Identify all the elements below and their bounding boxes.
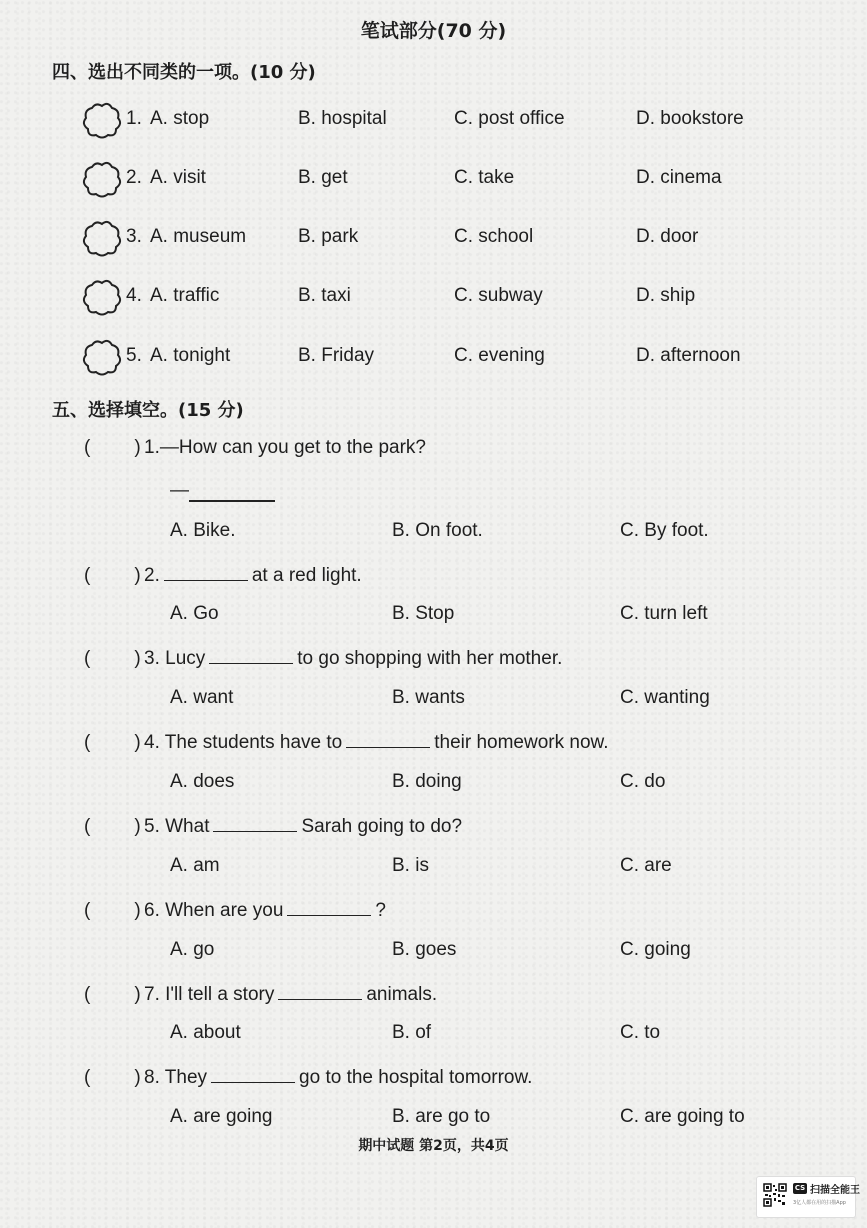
answer-paren-open[interactable]: ( xyxy=(84,732,91,753)
answer-paren-open[interactable]: ( xyxy=(84,437,91,458)
question-1 xyxy=(84,437,426,459)
option-b: B. taxi xyxy=(298,285,351,306)
scanner-brand: 扫描全能王 xyxy=(810,1185,860,1196)
option-d: D. ship xyxy=(636,285,696,306)
question-7 xyxy=(84,981,437,1006)
question-2 xyxy=(84,562,362,587)
option-a: A. visit xyxy=(150,167,206,188)
answer-paren-close: ) xyxy=(134,816,141,837)
answer-paren-open[interactable]: ( xyxy=(84,816,91,837)
flower-icon xyxy=(80,337,124,377)
answer-dash: — xyxy=(170,480,189,501)
question-suffix: to go shopping with her mother. xyxy=(297,648,563,669)
question-3 xyxy=(84,645,562,670)
fill-in-blank[interactable] xyxy=(164,562,248,581)
odd-one-out-row-2 xyxy=(80,159,800,199)
option-a: A. want xyxy=(170,687,234,708)
option-c: C. do xyxy=(620,771,666,792)
question-text: 1.—How can you get to the park? xyxy=(144,437,426,458)
option-b: B. is xyxy=(392,855,429,876)
flower-icon xyxy=(80,159,124,199)
question-suffix: Sarah going to do? xyxy=(301,816,463,837)
camscanner-logo: CS xyxy=(794,1184,806,1192)
option-a: A. Go xyxy=(170,603,219,624)
flower-icon xyxy=(80,277,124,317)
odd-one-out-row-4 xyxy=(80,277,800,317)
option-c: C. subway xyxy=(454,285,543,306)
question-prefix: 7. I'll tell a story xyxy=(144,984,275,1005)
option-a: A. go xyxy=(170,939,215,960)
option-c: C. evening xyxy=(454,345,545,366)
option-b: B. park xyxy=(298,226,359,247)
fill-in-blank[interactable] xyxy=(213,813,297,832)
option-a: A. about xyxy=(170,1022,241,1043)
question-4 xyxy=(84,729,608,754)
option-c: C. By foot. xyxy=(620,520,709,541)
option-c: C. wanting xyxy=(620,687,710,708)
question-suffix: animals. xyxy=(366,984,438,1005)
option-c: C. to xyxy=(620,1022,661,1043)
item-number: 3. xyxy=(126,226,142,247)
option-b: B. Friday xyxy=(298,345,375,366)
question-8 xyxy=(84,1064,532,1089)
option-b: B. doing xyxy=(392,771,462,792)
fill-in-blank[interactable] xyxy=(278,981,362,1000)
qr-code-icon xyxy=(763,1183,787,1207)
item-number: 5. xyxy=(126,345,142,366)
option-b: B. wants xyxy=(392,687,465,708)
question-suffix: ? xyxy=(375,900,386,921)
odd-one-out-row-1 xyxy=(80,100,800,140)
odd-one-out-row-3 xyxy=(80,218,800,258)
fill-in-blank[interactable] xyxy=(287,897,371,916)
scanner-watermark xyxy=(756,1176,860,1218)
section-4-heading: 四、选出不同类的一项。(10 分) xyxy=(52,62,316,83)
answer-paren-close: ) xyxy=(134,1067,141,1088)
option-c: C. are going to xyxy=(620,1106,745,1127)
option-a: A. are going xyxy=(170,1106,273,1127)
answer-paren-close: ) xyxy=(134,732,141,753)
question-prefix: 8. They xyxy=(144,1067,208,1088)
option-d: D. cinema xyxy=(636,167,722,188)
answer-paren-open[interactable]: ( xyxy=(84,984,91,1005)
option-d: D. afternoon xyxy=(636,345,741,366)
question-prefix: 2. xyxy=(144,565,160,586)
question-suffix: their homework now. xyxy=(434,732,609,753)
option-b: B. of xyxy=(392,1022,432,1043)
answer-blank-line xyxy=(170,480,275,502)
option-a: A. am xyxy=(170,855,220,876)
question-suffix: at a red light. xyxy=(251,565,362,586)
option-a: A. stop xyxy=(150,108,210,129)
option-b: B. are go to xyxy=(392,1106,491,1127)
scanner-tagline: 3亿人都在用的扫描App xyxy=(793,1200,846,1206)
option-b: B. Stop xyxy=(392,603,455,624)
answer-paren-close: ) xyxy=(134,900,141,921)
option-c: C. are xyxy=(620,855,672,876)
question-suffix: go to the hospital tomorrow. xyxy=(299,1067,533,1088)
answer-paren-open[interactable]: ( xyxy=(84,565,91,586)
option-a: A. traffic xyxy=(150,285,220,306)
fill-in-blank[interactable] xyxy=(209,645,293,664)
answer-paren-close: ) xyxy=(134,565,141,586)
flower-icon xyxy=(80,100,124,140)
page-title: 笔试部分(70 分) xyxy=(360,20,507,42)
option-b: B. get xyxy=(298,167,348,188)
question-prefix: 6. When are you xyxy=(144,900,284,921)
question-prefix: 4. The students have to xyxy=(144,732,343,753)
question-prefix: 5. What xyxy=(144,816,210,837)
option-c: C. school xyxy=(454,226,534,247)
option-b: B. On foot. xyxy=(392,520,483,541)
option-c: C. take xyxy=(454,167,515,188)
option-a: A. does xyxy=(170,771,235,792)
option-a: A. tonight xyxy=(150,345,231,366)
page-footer: 期中试题 第2页，共4页 xyxy=(358,1138,509,1154)
option-b: B. hospital xyxy=(298,108,387,129)
answer-paren-open[interactable]: ( xyxy=(84,648,91,669)
option-c: C. post office xyxy=(454,108,565,129)
answer-paren-open[interactable]: ( xyxy=(84,1067,91,1088)
item-number: 4. xyxy=(126,285,142,306)
option-a: A. Bike. xyxy=(170,520,236,541)
answer-paren-close: ) xyxy=(134,648,141,669)
answer-paren-open[interactable]: ( xyxy=(84,900,91,921)
flower-icon xyxy=(80,218,124,258)
question-6 xyxy=(84,897,386,922)
fill-in-blank[interactable] xyxy=(211,1064,295,1083)
section-5-heading: 五、选择填空。(15 分) xyxy=(52,400,244,421)
question-prefix: 3. Lucy xyxy=(144,648,206,669)
option-a: A. museum xyxy=(150,226,247,247)
answer-paren-close: ) xyxy=(134,984,141,1005)
item-number: 1. xyxy=(126,108,142,129)
fill-in-blank[interactable] xyxy=(346,729,430,748)
option-d: D. door xyxy=(636,226,699,247)
option-c: C. going xyxy=(620,939,691,960)
option-b: B. goes xyxy=(392,939,457,960)
answer-paren-close: ) xyxy=(134,437,141,458)
item-number: 2. xyxy=(126,167,142,188)
question-5 xyxy=(84,813,462,838)
option-d: D. bookstore xyxy=(636,108,744,129)
odd-one-out-row-5 xyxy=(80,337,800,377)
option-c: C. turn left xyxy=(620,603,708,624)
